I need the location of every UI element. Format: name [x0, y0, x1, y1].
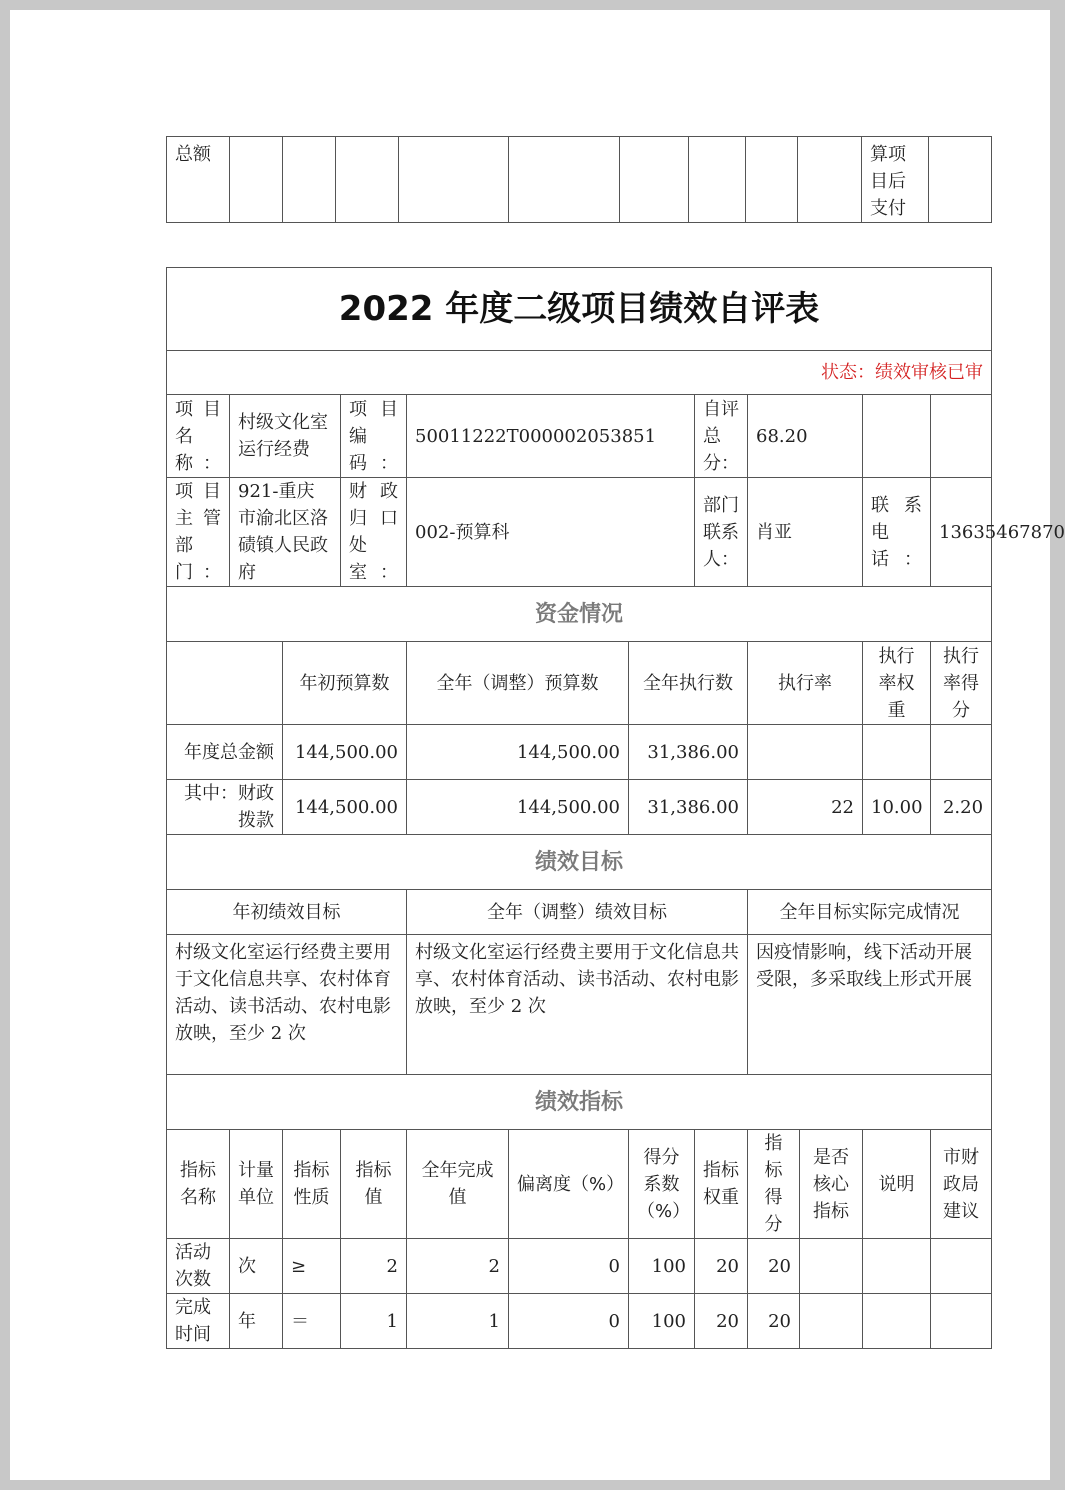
funds-header: 年初预算数	[283, 642, 407, 725]
funds-header	[167, 642, 283, 725]
top-fragment-table	[166, 136, 992, 223]
table-row: 年度总金额 144,500.00 144,500.00 31,386.00	[167, 725, 992, 780]
funds-row-label: 其中：财政拨款	[167, 780, 283, 835]
funds-header: 执行率得分	[931, 642, 992, 725]
total-label: 总额	[167, 137, 230, 223]
finance-label: 财政归口处室：	[341, 478, 407, 587]
goals-header: 全年目标实际完成情况	[748, 890, 992, 935]
funds-row-label: 年度总金额	[167, 725, 283, 780]
indicator-header: 指标值	[341, 1130, 407, 1239]
funds-header: 全年执行数	[629, 642, 748, 725]
indicator-header: 市财政局建议	[931, 1130, 992, 1239]
score-label: 自评总分：	[695, 395, 748, 478]
indicator-header: 说明	[863, 1130, 931, 1239]
finance-value: 002-预算科	[407, 478, 695, 587]
table-row: 完成时间 年 ＝ 1 1 0 100 20 20	[167, 1294, 992, 1349]
funds-header: 执行率权重	[863, 642, 931, 725]
indicators-section-title: 绩效指标	[167, 1075, 992, 1130]
funds-section-title: 资金情况	[167, 587, 992, 642]
score-value: 68.20	[748, 395, 863, 478]
indicator-header: 全年完成值	[407, 1130, 509, 1239]
funds-header: 执行率	[748, 642, 863, 725]
indicator-header: 指标性质	[283, 1130, 341, 1239]
page-title: 2022 年度二级项目绩效自评表	[167, 268, 992, 351]
table-row: 其中：财政拨款 144,500.00 144,500.00 31,386.00 22 10.00 2.20	[167, 780, 992, 835]
evaluation-table	[166, 267, 1065, 1349]
phone-label: 联系电话：	[863, 478, 931, 587]
contact-value: 肖亚	[748, 478, 863, 587]
project-code-label: 项目编码：	[341, 395, 407, 478]
indicator-header: 得分系数（%）	[629, 1130, 695, 1239]
project-name: 村级文化室运行经费	[230, 395, 341, 478]
document-page	[10, 10, 1065, 1480]
goals-header: 全年（调整）绩效目标	[407, 890, 748, 935]
phone-value: 13635467870	[931, 478, 992, 587]
contact-label: 部门联系人：	[695, 478, 748, 587]
completion-text: 因疫情影响，线下活动开展受限，多采取线上形式开展	[748, 935, 992, 1075]
adjusted-goal-text: 村级文化室运行经费主要用于文化信息共享、农村体育活动、读书活动、农村电影放映，至少 2 次	[407, 935, 748, 1075]
table-row: 活动次数 次 ≥ 2 2 0 100 20 20	[167, 1239, 992, 1294]
project-code: 50011222T000002053851	[407, 395, 695, 478]
indicator-header: 偏离度（%）	[509, 1130, 629, 1239]
indicator-header: 计量单位	[230, 1130, 283, 1239]
dept-label: 项目主管部门：	[167, 478, 230, 587]
funds-header: 全年（调整）预算数	[407, 642, 629, 725]
status-text: 状态：绩效审核已审	[167, 351, 992, 395]
project-name-label: 项目名称：	[167, 395, 230, 478]
indicator-header: 指标得分	[748, 1130, 800, 1239]
dept-value: 921-重庆市渝北区洛碛镇人民政府	[230, 478, 341, 587]
indicator-header: 是否核心指标	[800, 1130, 863, 1239]
indicator-header: 指标权重	[695, 1130, 748, 1239]
indicator-header: 指标名称	[167, 1130, 230, 1239]
goals-header: 年初绩效目标	[167, 890, 407, 935]
goals-section-title: 绩效目标	[167, 835, 992, 890]
payment-note: 算项目后支付	[862, 137, 929, 223]
initial-goal-text: 村级文化室运行经费主要用于文化信息共享、农村体育活动、读书活动、农村电影放映，至少 2 次	[167, 935, 407, 1075]
